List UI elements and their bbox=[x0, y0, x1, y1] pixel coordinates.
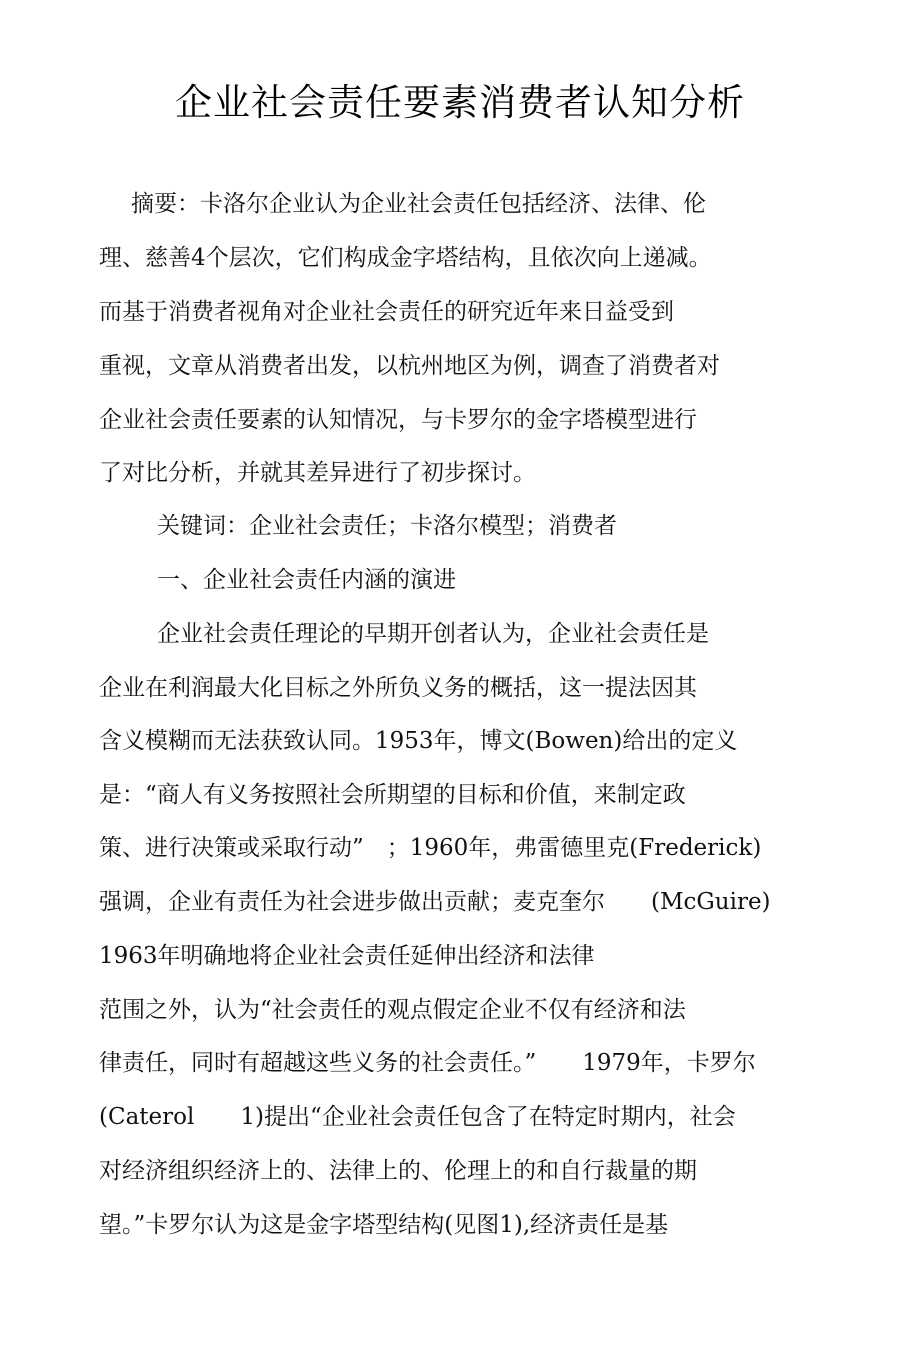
body-line-12: 望。”卡罗尔认为这是金字塔型结构(见图1),经济责任是基 bbox=[99, 1212, 669, 1238]
body-line-4: 是：“商人有义务按照社会所期望的目标和价值，来制定政 bbox=[99, 782, 686, 808]
body-line-3: 含义模糊而无法获致认同。1953年，博文(Bowen)给出的定义 bbox=[99, 728, 738, 754]
body-line-6: 强调，企业有责任为社会进步做出贡献；麦克奎尔 (McGuire) bbox=[99, 889, 771, 915]
abstract-line-1: 摘要：卡洛尔企业认为企业社会责任包括经济、法律、伦 bbox=[131, 191, 706, 217]
abstract-line-3: 而基于消费者视角对企业社会责任的研究近年来日益受到 bbox=[99, 299, 674, 325]
body-line-9: 律责任，同时有超越这些义务的社会责任。” 1979年，卡罗尔 bbox=[99, 1050, 756, 1076]
section-heading-1: 一、企业社会责任内涵的演进 bbox=[157, 567, 456, 593]
body-line-11: 对经济组织经济上的、法律上的、伦理上的和自行裁量的期 bbox=[99, 1158, 697, 1184]
body-line-2: 企业在利润最大化目标之外所负义务的概括，这一提法因其 bbox=[99, 675, 697, 701]
abstract-line-5: 企业社会责任要素的认知情况，与卡罗尔的金字塔模型进行 bbox=[99, 407, 697, 433]
body-line-7: 1963年明确地将企业社会责任延伸出经济和法律 bbox=[99, 943, 595, 969]
abstract-line-6: 了对比分析，并就其差异进行了初步探讨。 bbox=[99, 460, 536, 486]
abstract-line-4: 重视，文章从消费者出发，以杭州地区为例，调查了消费者对 bbox=[99, 353, 720, 379]
body-line-1: 企业社会责任理论的早期开创者认为，企业社会责任是 bbox=[157, 621, 709, 647]
document-title: 企业社会责任要素消费者认知分析 bbox=[175, 81, 745, 124]
body-line-10: (Caterol 1)提出“企业社会责任包含了在特定时期内，社会 bbox=[99, 1104, 736, 1130]
body-line-8: 范围之外，认为“社会责任的观点假定企业不仅有经济和法 bbox=[99, 997, 686, 1023]
abstract-line-2: 理、慈善4个层次，它们构成金字塔结构，且依次向上递减。 bbox=[99, 245, 712, 271]
body-line-5: 策、进行决策或采取行动” ；1960年，弗雷德里克(Frederick) bbox=[99, 835, 762, 861]
keywords-line: 关键词：企业社会责任；卡洛尔模型；消费者 bbox=[157, 513, 617, 539]
